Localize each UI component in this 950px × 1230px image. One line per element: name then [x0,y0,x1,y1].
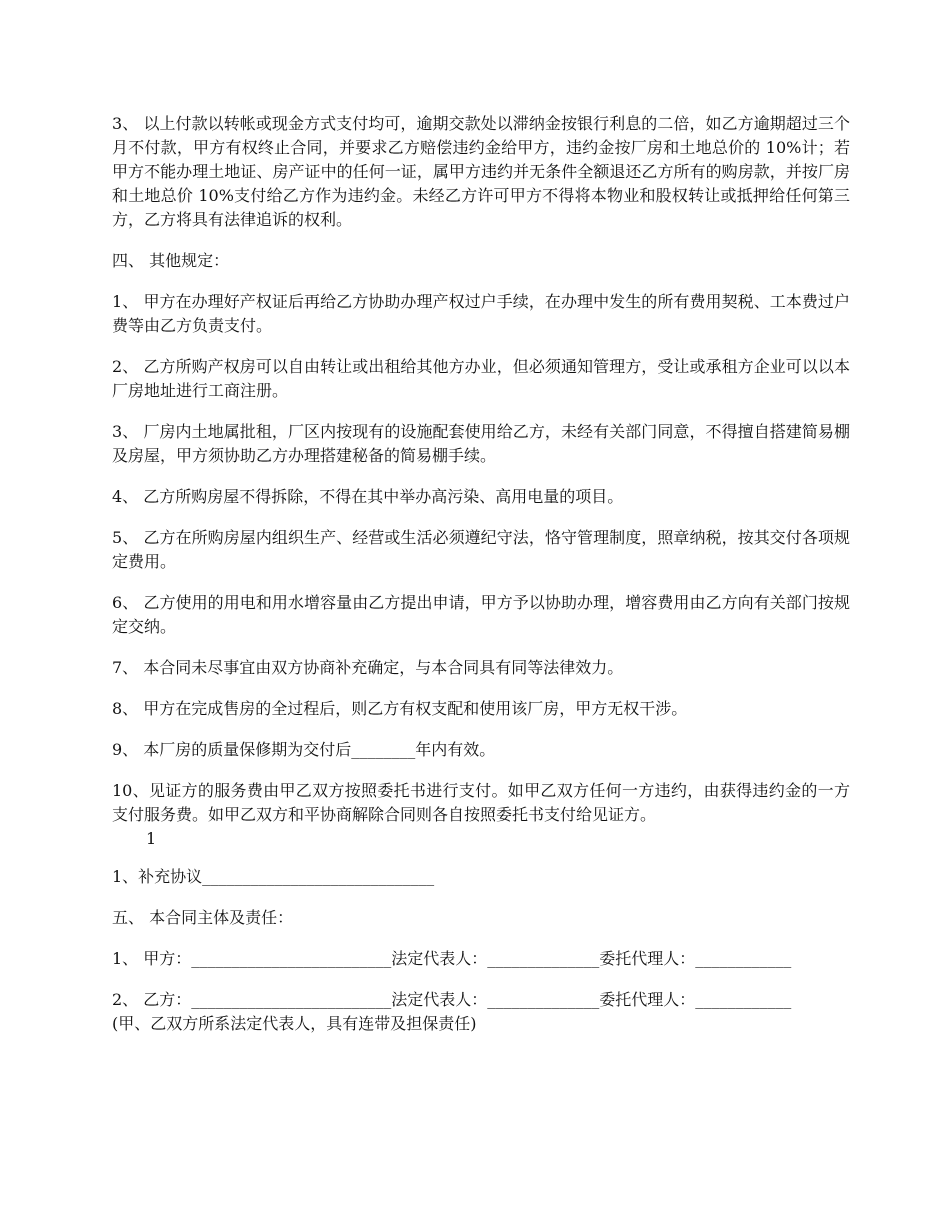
section-four-heading: 四、 其他规定： [112,251,230,270]
clause-7-supplement: 7、 本合同未尽事宜由双方协商补充确定，与本合同具有同等法律效力。 [112,658,624,677]
clause-3-payment: 3、 以上付款以转帐或现金方式支付均可，逾期交款处以滞纳金按银行利息的二倍，如乙方逾期超过三个月不付款，甲方有权终止合同，并要求乙方赔偿违约金给甲方，违约金按厂房和土地总价的 10%计；若甲方不能办理土地证、房产证中的任何一证，属甲方违约并无条件全额退还乙方所有的购房款，并按厂房和土地总价 10%支付给乙方作为违约金。未经乙方许可甲方不得将本物业和股权转让或抵押给任何第三方，乙方将具有法律追诉的权利。 [112,114,850,229]
clause-10-service-fee: 10、见证方的服务费由甲乙双方按照委托书进行支付。如甲乙双方任何一方违约，由获得违约金的一方支付服务费。如甲乙双方和平协商解除合同则各自按照委托书支付给见证方。 [112,781,850,824]
document-body [112,112,850,1053]
party-a-signature-line: 1、 甲方：_________________________法定代表人：______________委托代理人：____________ [112,949,792,968]
clause-4-demolition: 4、 乙方所购房屋不得拆除，不得在其中举办高污染、高用电量的项目。 [112,487,624,506]
clause-5-conduct: 5、 乙方在所购房屋内组织生产、经营或生活必须遵纪守法，恪守管理制度，照章纳税，按其交付各项规定费用。 [112,528,850,571]
clause-3-land: 3、 厂房内土地属批租，厂区内按现有的设施配套使用给乙方，未经有关部门同意，不得擅自搭建简易棚及房屋，甲方须协助乙方办理搭建秘备的简易棚手续。 [112,422,850,465]
clause-8-possession: 8、 甲方在完成售房的全过程后，则乙方有权支配和使用该厂房，甲方无权干涉。 [112,699,688,718]
section-five-heading: 五、 本合同主体及责任： [112,908,294,927]
clause-6-utilities: 6、 乙方使用的用电和用水增容量由乙方提出申请，甲方予以协助办理，增容费用由乙方向有关部门按规定交纳。 [112,593,850,636]
party-b-signature-line: 2、 乙方：_________________________法定代表人：______________委托代理人：____________ (甲、乙双方所系法定代表人，具有连带及担保责任) [112,990,822,1033]
page-number: 1 [146,829,157,848]
supplement-agreement: 1、补充协议_____________________________ [112,867,435,886]
clause-2-resale: 2、 乙方所购产权房可以自由转让或出租给其他方办业，但必须通知管理方，受让或承租方企业可以以本厂房地址进行工商注册。 [112,357,850,400]
clause-9-warranty: 9、 本厂房的质量保修期为交付后________年内有效。 [112,740,496,759]
clause-1-title-transfer: 1、 甲方在办理好产权证后再给乙方协助办理产权过户手续，在办理中发生的所有费用契税、工本费过户费等由乙方负责支付。 [112,292,850,335]
